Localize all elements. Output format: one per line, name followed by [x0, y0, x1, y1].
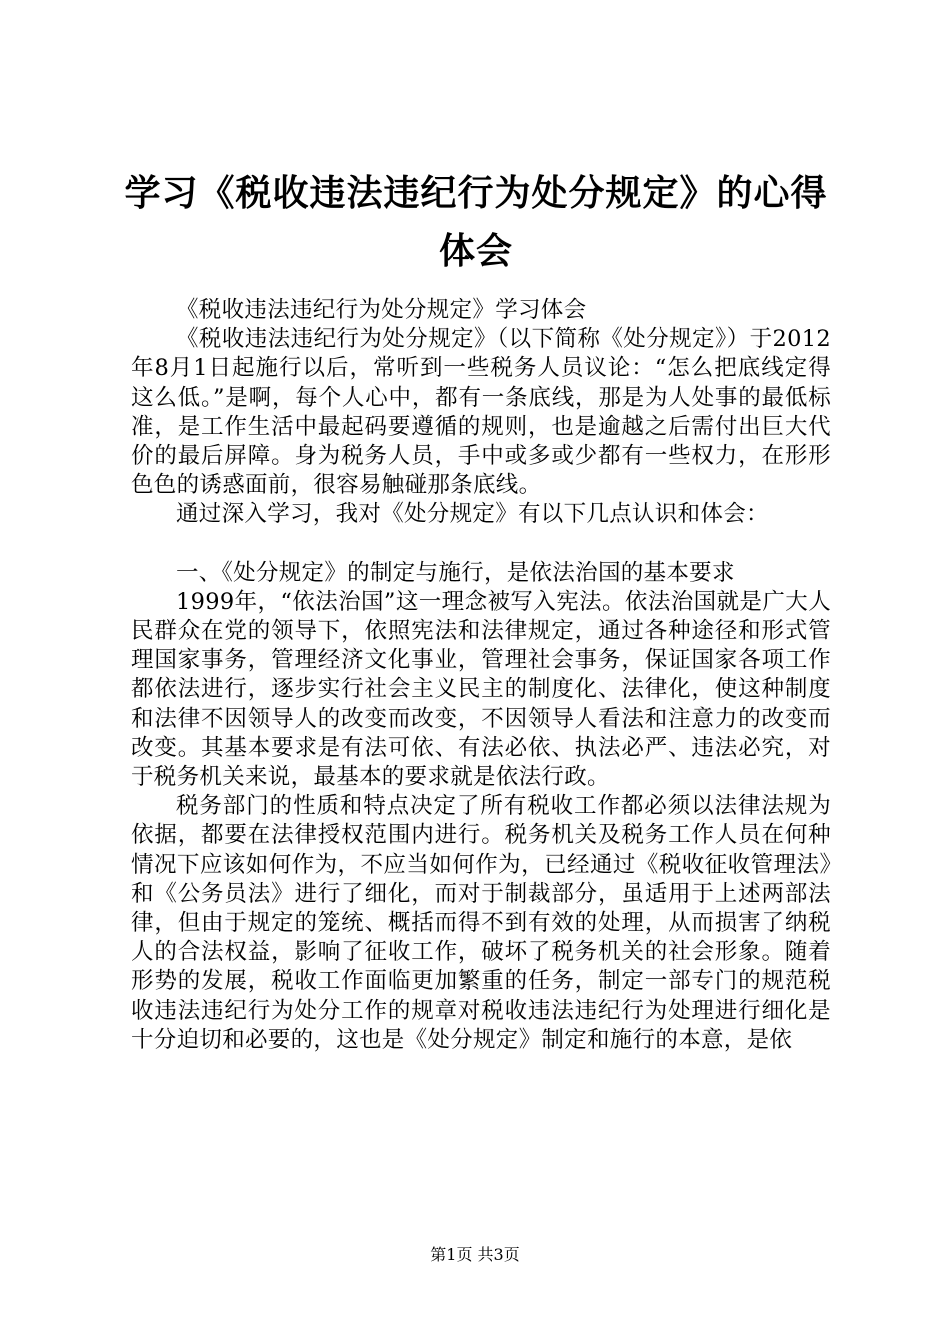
document-body [131, 296, 831, 1055]
paragraph-rule-of-law: 1999年，“依法治国”这一理念被写入宪法。依法治国就是广大人民群众在党的领导下，依照宪法和法律规定，通过各种途径和形式管理国家事务，管理经济文化事业，管理社会事务，保证国家各项工作都依法进行，逐步实行社会主义民主的制度化、法律化，使这种制度和法律不因领导人的改变而改变，不因领导人看法和注意力的改变而改变。其基本要求是有法可依、有法必依、执法必严、违法必究，对于税务机关来说，最基本的要求就是依法行政。 [131, 588, 831, 791]
document-title: 学习《税收违法违纪行为处分规定》的心得体会 [124, 173, 828, 272]
paragraph-transition: 通过深入学习，我对《处分规定》有以下几点认识和体会： [176, 501, 769, 528]
paragraph-intro: 《税收违法违纪行为处分规定》（以下简称《处分规定》）于2012年8月1日起施行以后，常听到一些税务人员议论：“怎么把底线定得这么低。”是啊，每个人心中，都有一条底线，那是为人处事的最低标准，是工作生活中最起码要遵循的规则，也是逾越之后需付出巨大代价的最后屏障。身为税务人员，手中或多或少都有一些权力，在形形色色的诱惑面前，很容易触碰那条底线。 [131, 326, 831, 499]
page-footer: 第1页 共3页 [430, 1245, 520, 1264]
section-heading-1: 一、《处分规定》的制定与施行，是依法治国的基本要求 [176, 559, 735, 586]
paragraph-subtitle: 《税收违法违纪行为处分规定》学习体会 [176, 297, 587, 323]
paragraph-tax-department: 税务部门的性质和特点决定了所有税收工作都必须以法律法规为依据，都要在法律授权范围内进行。税务机关及税务工作人员在何种情况下应该如何作为，不应当如何作为，已经通过《税收征收管理法》和《公务员法》进行了细化，而对于制裁部分，虽适用于上述两部法律，但由于规定的笼统、概括而得不到有效的处理，从而损害了纳税人的合法权益，影响了征收工作，破坏了税务机关的社会形象。随着形势的发展，税收工作面临更加繁重的任务，制定一部专门的规范税收违法违纪行为处分工作的规章对税收违法违纪行为处理进行细化是十分迫切和必要的，这也是《处分规定》制定和施行的本意，是依 [131, 793, 831, 1053]
